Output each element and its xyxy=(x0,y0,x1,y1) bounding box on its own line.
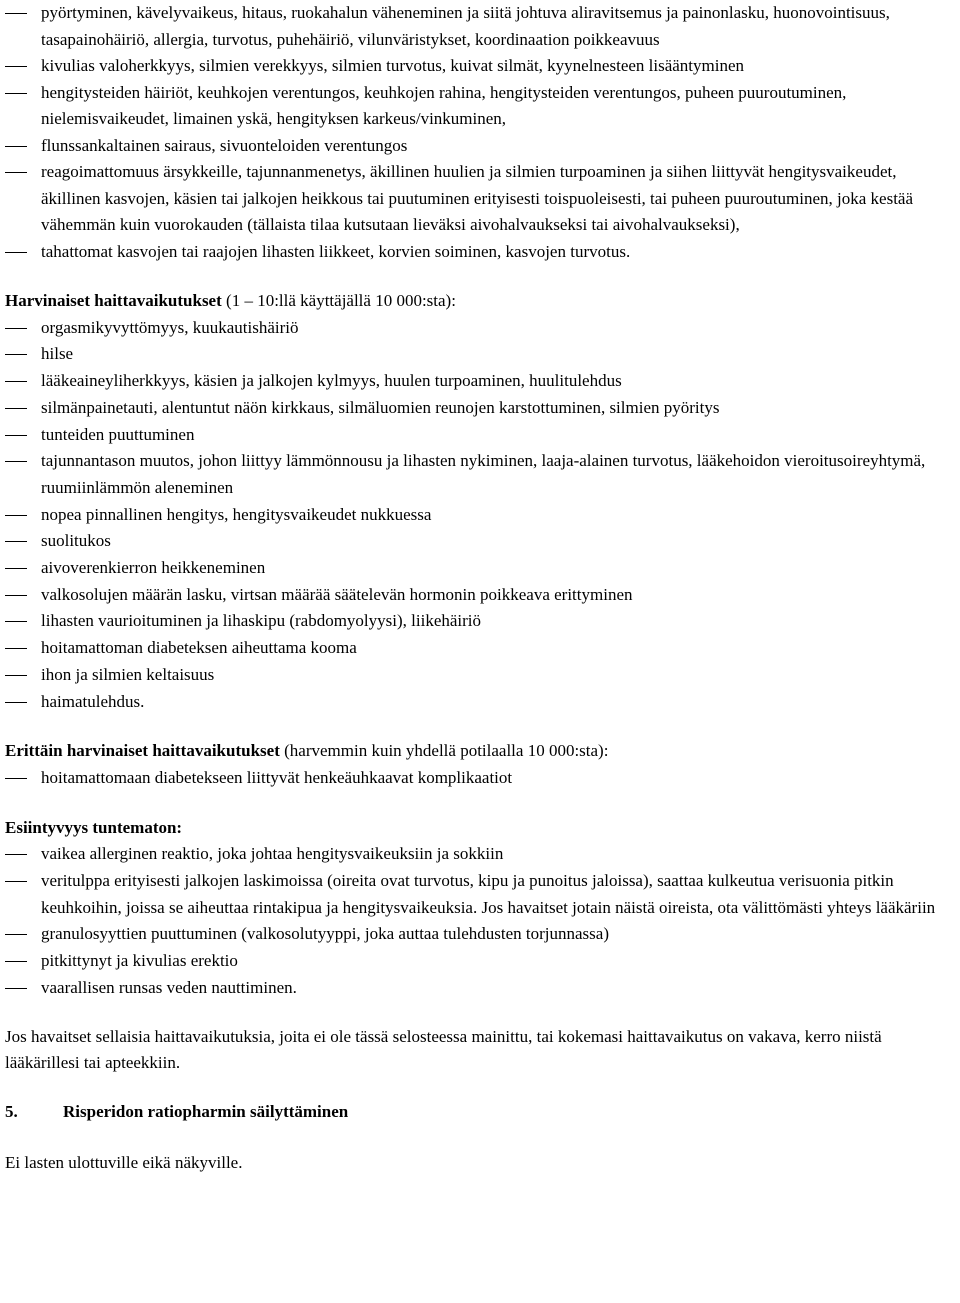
rare-subtitle: (1 – 10:llä käyttäjällä 10 000:sta): xyxy=(221,291,456,310)
list-item: haimatulehdus. xyxy=(5,689,954,716)
list-item: suolitukos xyxy=(5,528,954,555)
list-item: lääkeaineyliherkkyys, käsien ja jalkojen kylmyys, huulen turpoaminen, huulitulehdus xyxy=(5,368,954,395)
list-item: hengitysteiden häiriöt, keuhkojen verentungos, keuhkojen rahina, hengitysteiden verentungos, puheen puuroutuminen, nielemisvaikeudet, limainen yskä, hengityksen karkeus/vinkuminen, xyxy=(5,80,954,133)
list-item: hilse xyxy=(5,341,954,368)
very-rare-list xyxy=(5,765,954,792)
list-item: tahattomat kasvojen tai raajojen lihasten liikkeet, korvien soiminen, kasvojen turvotus. xyxy=(5,239,954,266)
list-item: flunssankaltainen sairaus, sivuonteloiden verentungos xyxy=(5,133,954,160)
rare-title: Harvinaiset haittavaikutukset xyxy=(5,291,222,310)
report-side-effects-note: Jos havaitset sellaisia haittavaikutuksia, joita ei ole tässä selosteessa mainittu, tai kokemasi haittavaikutus on vakava, kerro niistä lääkärillesi tai apteekkiin. xyxy=(5,1026,882,1073)
list-item: reagoimattomuus ärsykkeille, tajunnanmenetys, äkillinen huulien ja silmien turpoaminen ja siihen liittyvät hengitysvaikeudet, äkillinen kasvojen, käsien tai jalkojen heikkous tai puutuminen erityisesti toispuoleisesti, tai puheen puuroutuminen, joka kestää vähemmän kuin vuorokauden (tällaista tilaa kutsutaan lieväksi aivohalvaukseksi tai aivohalvaukseksi), xyxy=(5,159,954,239)
unknown-frequency-section xyxy=(5,815,954,1002)
very-rare-subtitle: (harvemmin kuin yhdellä potilaalla 10 000:sta): xyxy=(279,741,609,761)
list-item: hoitamattomaan diabetekseen liittyvät henkeäuhkaavat komplikaatiot xyxy=(5,765,954,792)
list-item: ihon ja silmien keltaisuus xyxy=(5,662,954,689)
list-item: orgasmikyvyttömyys, kuukautishäiriö xyxy=(5,315,954,342)
list-item: hoitamattoman diabeteksen aiheuttama kooma xyxy=(5,635,954,662)
list-item: kivulias valoherkkyys, silmien verekkyys, silmien turvotus, kuivat silmät, kyynelnesteen lisääntyminen xyxy=(5,53,954,80)
very-rare-title: Erittäin harvinaiset haittavaikutukset xyxy=(5,741,280,761)
list-item: tajunnantason muutos, johon liittyy lämmönnousu ja lihasten nykiminen, laaja-alainen turvotus, lääkehoidon vieroitusoireyhtymä, ruumiinlämmön aleneminen xyxy=(5,448,954,501)
very-rare-section xyxy=(5,738,954,791)
list-item: granulosyyttien puuttuminen (valkosolutyyppi, joka auttaa tulehdusten torjunnassa) xyxy=(5,921,954,948)
list-item: veritulppa erityisesti jalkojen laskimoissa (oireita ovat turvotus, kipu ja punoitus jaloissa), saattaa kulkeutua verisuonia pitkin keuhkoihin, joissa se aiheuttaa rintakipua ja hengitysvaikeuksia. Jos havaitset jotain näistä oireista, ota välittömästi yhteys lääkäriin xyxy=(5,868,954,921)
list-item: tunteiden puuttuminen xyxy=(5,422,954,449)
side-effects-list-continued xyxy=(5,0,954,265)
rare-list xyxy=(5,315,954,716)
list-item: silmänpainetauti, alentuntut näön kirkkaus, silmäluomien reunojen karstottuminen, silmien pyöritys xyxy=(5,395,954,422)
list-item: pitkittynyt ja kivulias erektio xyxy=(5,948,954,975)
unknown-frequency-list xyxy=(5,841,954,1001)
list-item: vaarallisen runsas veden nauttiminen. xyxy=(5,975,954,1002)
list-item: nopea pinnallinen hengitys, hengitysvaikeudet nukkuessa xyxy=(5,502,954,529)
list-item: lihasten vaurioituminen ja lihaskipu (rabdomyolyysi), liikehäiriö xyxy=(5,608,954,635)
unknown-frequency-heading xyxy=(5,815,954,842)
list-item: aivoverenkierron heikkeneminen xyxy=(5,555,954,582)
storage-note: Ei lasten ulottuville eikä näkyville. xyxy=(5,1152,243,1172)
rare-section xyxy=(5,288,954,715)
section-number: 5. xyxy=(5,1101,18,1121)
unknown-frequency-title: Esiintyvyys tuntematon: xyxy=(5,817,183,837)
section-5-heading xyxy=(5,1099,954,1126)
rare-heading xyxy=(5,288,954,315)
section-title: Risperidon ratiopharmin säilyttäminen xyxy=(63,1101,349,1121)
list-item: valkosolujen määrän lasku, virtsan määrää säätelevän hormonin poikkeava erittyminen xyxy=(5,582,954,609)
very-rare-heading xyxy=(5,738,954,765)
list-item: pyörtyminen, kävelyvaikeus, hitaus, ruokahalun väheneminen ja siitä johtuva aliravitsemus ja painonlasku, huonovointisuus, tasapainohäiriö, allergia, turvotus, puhehäiriö, vilunväristykset, koordinaation poikkeavuus xyxy=(5,0,954,53)
list-item: vaikea allerginen reaktio, joka johtaa hengitysvaikeuksiin ja sokkiin xyxy=(5,841,954,868)
